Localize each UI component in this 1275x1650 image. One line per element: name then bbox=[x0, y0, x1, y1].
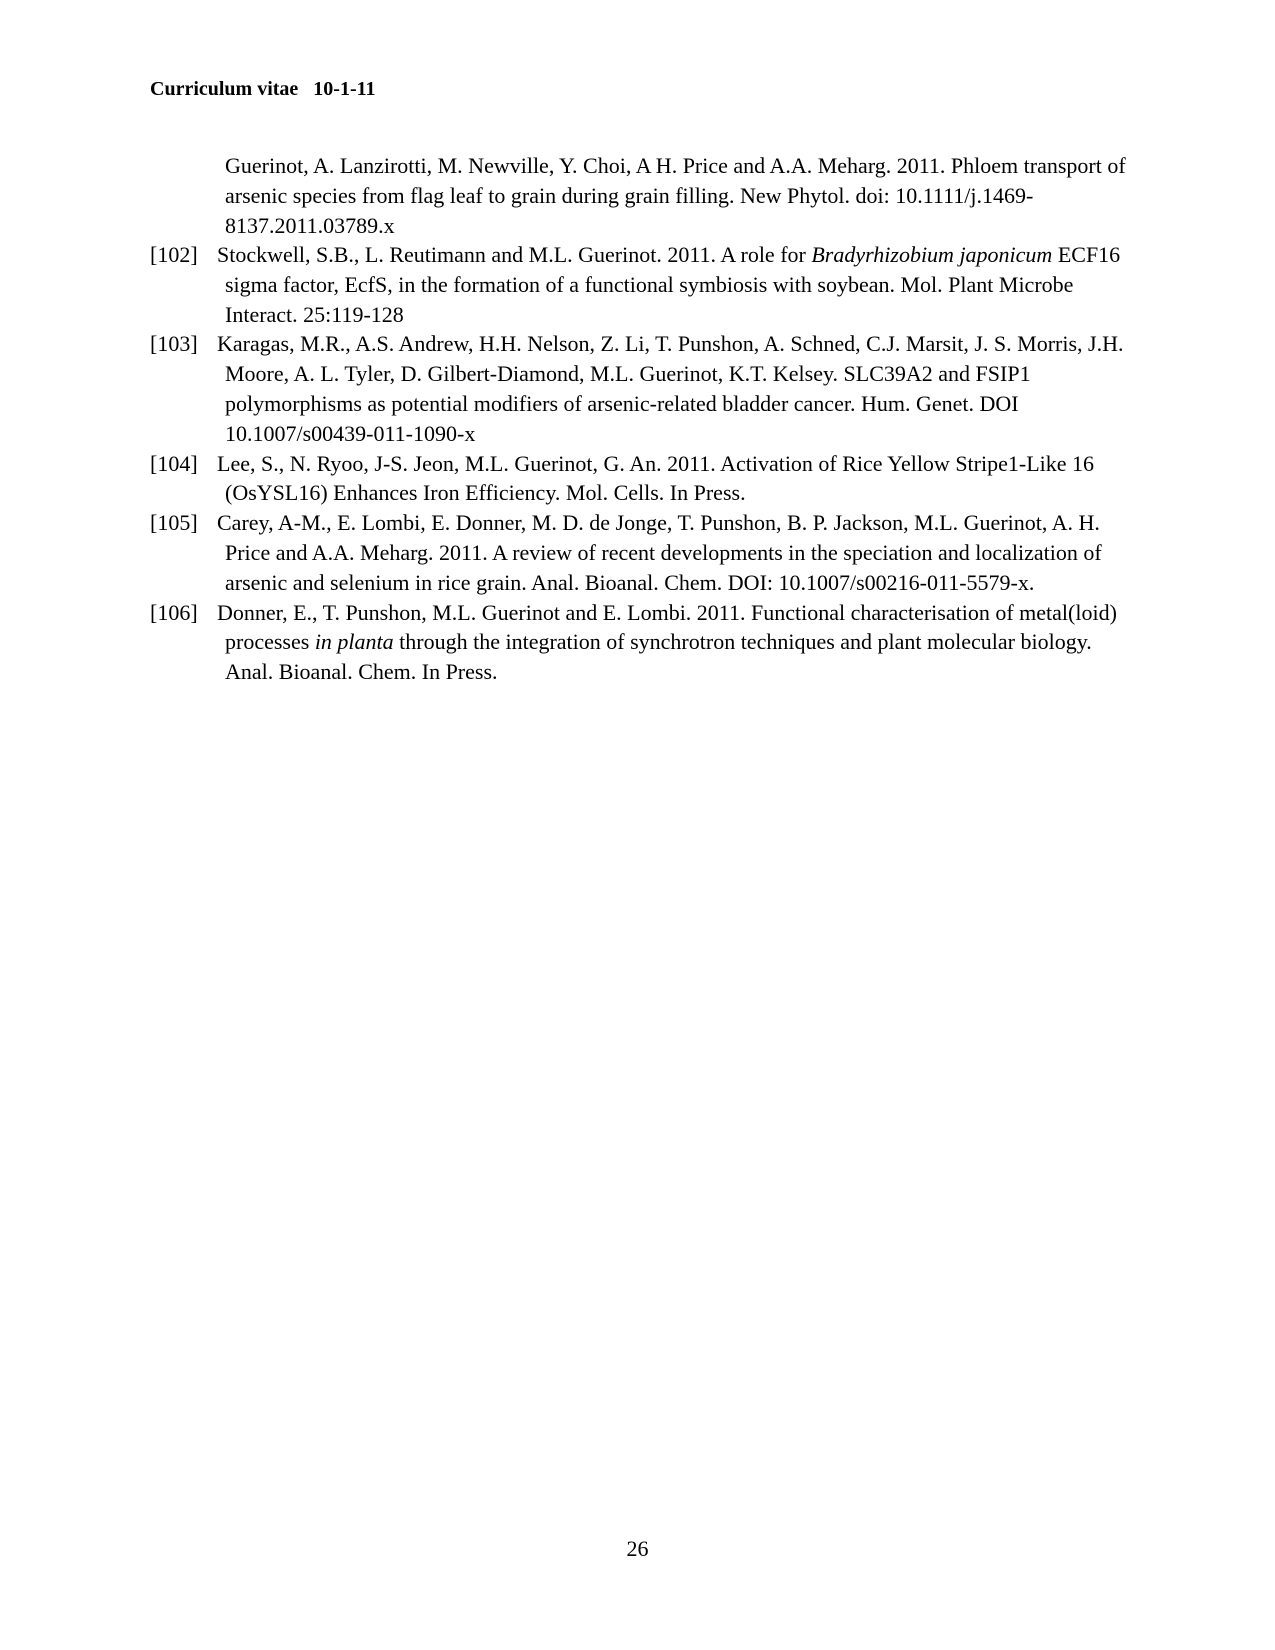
reference-number: [104] bbox=[150, 450, 198, 476]
reference-italic-term: Bradyrhizobium japonicum bbox=[811, 242, 1053, 267]
reference-text: Karagas, M.R., A.S. Andrew, H.H. Nelson, Z. Li, T. Punshon, A. Schned, C.J. Marsit, J. S. Morris, J.H. Moore, A. L. Tyler, D. Gilbert-Diamond, M.L. Guerinot, K.T. Kelsey. SLC39A2 and FSIP1 polymorphisms as potential modifiers of arsenic-related bladder cancer. Hum. Genet. DOI 10.1007/s00439-011-1090-x bbox=[217, 331, 1124, 446]
reference-list bbox=[150, 240, 1135, 687]
reference-text-part: ECF16 sigma factor, EcfS, in the formation of a functional symbiosis with soybean. Mol. Plant Microbe Interact. 25:119-128 bbox=[225, 242, 1121, 327]
page-number: 26 bbox=[626, 1536, 649, 1561]
reference-item-104 bbox=[150, 449, 1135, 509]
reference-text: Carey, A-M., E. Lombi, E. Donner, M. D. de Jonge, T. Punshon, B. P. Jackson, M.L. Guerinot, A. H. Price and A.A. Meharg. 2011. A review of recent developments in the speciation and localization of arsenic and selenium in rice grain. Anal. Bioanal. Chem. DOI: 10.1007/s00216-011-5579-x. bbox=[217, 510, 1102, 595]
reference-text-part: through the integration of synchrotron techniques and plant molecular biology. Anal. Bioanal. Chem. In Press. bbox=[225, 629, 1092, 685]
reference-italic-term: in planta bbox=[314, 629, 394, 655]
reference-text: Lee, S., N. Ryoo, J-S. Jeon, M.L. Guerinot, G. An. 2011. Activation of Rice Yellow Stripe1-Like 16 (OsYSL16) Enhances Iron Efficiency. Mol. Cells. In Press. bbox=[217, 450, 1095, 506]
reference-item-103 bbox=[150, 329, 1135, 448]
reference-continuation: Guerinot, A. Lanzirotti, M. Newville, Y. Choi, A H. Price and A.A. Meharg. 2011. Phloem transport of arsenic species from flag leaf to grain during grain filling. New Phytol. doi: 10.1111/j.1469-8137.2011.03789.x bbox=[225, 153, 1126, 238]
page-header: Curriculum vitae 10-1-11 bbox=[150, 78, 376, 100]
reference-text bbox=[217, 240, 1135, 329]
reference-text-part: Donner, E., T. Punshon, M.L. Guerinot and E. Lombi. 2011. Functional characterisation of metal(loid) processes bbox=[217, 599, 1117, 655]
reference-number: [106] bbox=[150, 599, 198, 625]
reference-text-part: Stockwell, S.B., L. Reutimann and M.L. Guerinot. 2011. A role for bbox=[217, 242, 812, 267]
reference-item-105 bbox=[150, 508, 1135, 597]
reference-item-102 bbox=[150, 240, 1135, 329]
reference-text bbox=[217, 598, 1135, 687]
reference-item-106 bbox=[150, 598, 1135, 687]
reference-number: [103] bbox=[150, 331, 198, 357]
reference-number: [102] bbox=[150, 242, 198, 267]
reference-number: [105] bbox=[150, 510, 198, 536]
